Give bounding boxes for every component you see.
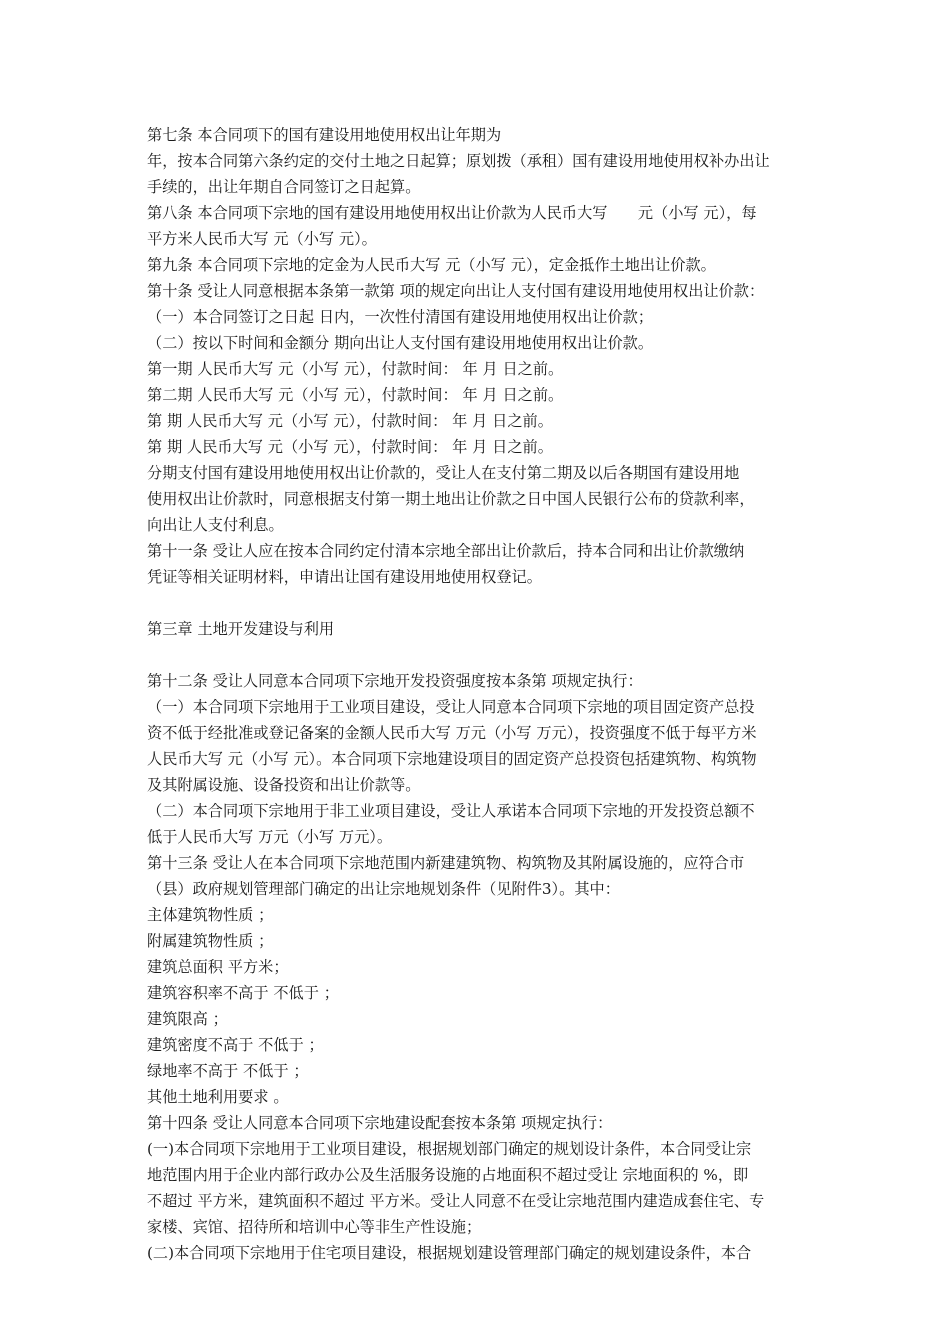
text-line: 第 期 人民币大写 元（小写 元），付款时间： 年 月 日之前。 xyxy=(147,438,553,456)
text-line: 资不低于经批准或登记备案的金额人民币大写 万元（小写 万元），投资强度不低于每平方米 xyxy=(147,724,757,742)
contract-page xyxy=(147,122,819,1266)
text-line: 低于人民币大写 万元（小写 万元）。 xyxy=(147,828,393,846)
blank-line xyxy=(147,642,819,668)
text-line: 不超过 平方米，建筑面积不超过 平方米。受让人同意不在受让宗地范围内建造成套住宅、专 xyxy=(147,1192,765,1210)
text-line: 建筑总面积 平方米； xyxy=(147,958,289,976)
text-line: （一）本合同项下宗地用于工业项目建设，受让人同意本合同项下宗地的项目固定资产总投 xyxy=(147,698,755,716)
text-line: 其他土地利用要求 。 xyxy=(147,1088,289,1106)
text-line: 平方米人民币大写 元（小写 元）。 xyxy=(147,230,377,248)
text-line: 建筑容积率不高于 不低于 ； xyxy=(147,984,339,1002)
text-line: 第七条 本合同项下的国有建设用地使用权出让年期为 xyxy=(147,126,502,144)
text-line: 向出让人支付利息。 xyxy=(147,516,284,534)
text-line: 及其附属设施、设备投资和出让价款等。 xyxy=(147,776,421,794)
text-line: 手续的，出让年期自合同签订之日起算。 xyxy=(147,178,421,196)
text-line: （二）按以下时间和金额分 期向出让人支付国有建设用地使用权出让价款。 xyxy=(147,334,654,352)
text-line: 第九条 本合同项下宗地的定金为人民币大写 元（小写 元），定金抵作土地出让价款。 xyxy=(147,256,716,274)
text-line: 绿地率不高于 不低于 ； xyxy=(147,1062,309,1080)
text-line: 第十条 受让人同意根据本条第一款第 项的规定向出让人支付国有建设用地使用权出让价款： xyxy=(147,282,765,300)
text-line: 建筑密度不高于 不低于 ； xyxy=(147,1036,324,1054)
text-line: 第十二条 受让人同意本合同项下宗地开发投资强度按本条第 项规定执行： xyxy=(147,672,643,690)
text-line: 第十一条 受让人应在按本合同约定付清本宗地全部出让价款后，持本合同和出让价款缴纳 xyxy=(147,542,745,560)
text-line: 家楼、宾馆、招待所和培训中心等非生产性设施； xyxy=(147,1218,482,1236)
text-line: 年，按本合同第六条约定的交付土地之日起算；原划拨（承租）国有建设用地使用权补办出让 xyxy=(147,152,770,170)
text-line: （二）本合同项下宗地用于非工业项目建设，受让人承诺本合同项下宗地的开发投资总额不 xyxy=(147,802,755,820)
text-line: 第 期 人民币大写 元（小写 元），付款时间： 年 月 日之前。 xyxy=(147,412,553,430)
text-line: 第八条 本合同项下宗地的国有建设用地使用权出让价款为人民币大写 元（小写 元），每 xyxy=(147,204,757,222)
text-line: 第一期 人民币大写 元（小写 元），付款时间： 年 月 日之前。 xyxy=(147,360,564,378)
chapter-heading: 第三章 土地开发建设与利用 xyxy=(147,620,335,638)
text-line: 主体建筑物性质 ； xyxy=(147,906,274,924)
text-line: （县）政府规划管理部门确定的出让宗地规划条件（见附件3）。其中： xyxy=(147,880,620,898)
text-line: 附属建筑物性质 ； xyxy=(147,932,274,950)
text-line: 凭证等相关证明材料，申请出让国有建设用地使用权登记。 xyxy=(147,568,542,586)
text-line: 地范围内用于企业内部行政办公及生活服务设施的占地面积不超过受让 宗地面积的 %，即 xyxy=(147,1166,749,1184)
text-line: 第十三条 受让人在本合同项下宗地范围内新建建筑物、构筑物及其附属设施的，应符合市 xyxy=(147,854,745,872)
blank-line xyxy=(147,590,819,616)
text-line: 建筑限高 ； xyxy=(147,1010,228,1028)
text-line: （一）本合同签订之日起 日内，一次性付清国有建设用地使用权出让价款； xyxy=(147,308,654,326)
text-line: 第十四条 受让人同意本合同项下宗地建设配套按本条第 项规定执行： xyxy=(147,1114,613,1132)
text-line: (一)本合同项下宗地用于工业项目建设，根据规划部门确定的规划设计条件，本合同受让宗 xyxy=(147,1140,752,1158)
text-line: 人民币大写 元（小写 元）。本合同项下宗地建设项目的固定资产总投资包括建筑物、构筑物 xyxy=(147,750,757,768)
text-line: (二)本合同项下宗地用于住宅项目建设，根据规划建设管理部门确定的规划建设条件，本合 xyxy=(147,1244,752,1262)
text-line: 使用权出让价款时，同意根据支付第一期土地出让价款之日中国人民银行公布的贷款利率， xyxy=(147,490,755,508)
text-line: 第二期 人民币大写 元（小写 元），付款时间： 年 月 日之前。 xyxy=(147,386,564,404)
text-line: 分期支付国有建设用地使用权出让价款的，受让人在支付第二期及以后各期国有建设用地 xyxy=(147,464,740,482)
